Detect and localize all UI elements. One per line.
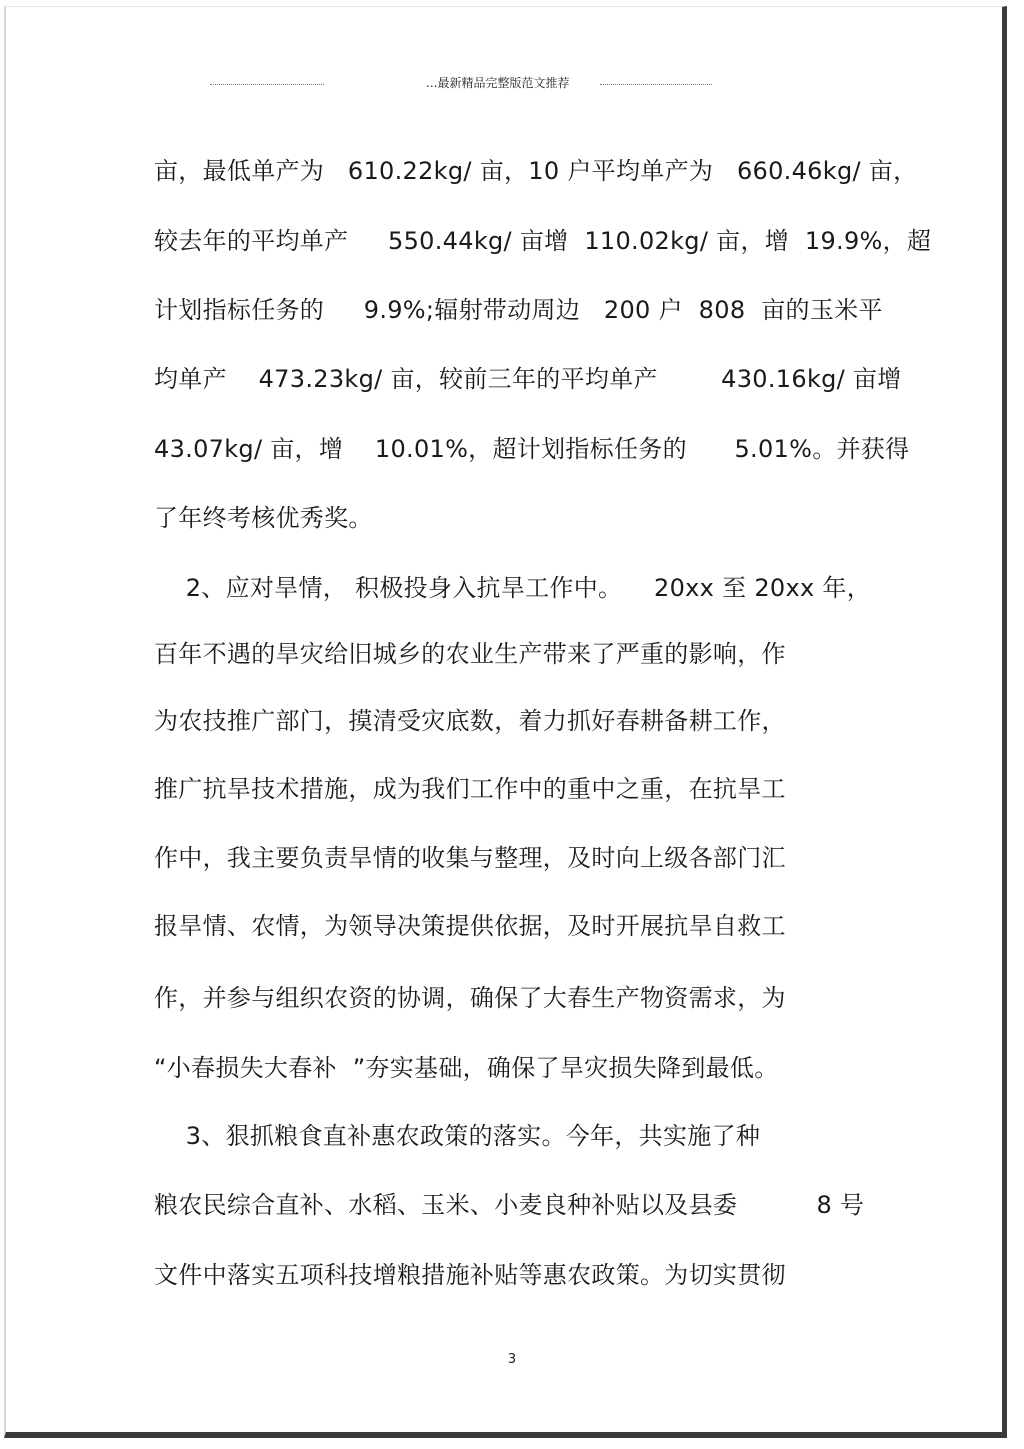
- text-line: 较去年的平均单产 550.44kg/ 亩增 110.02kg/ 亩，增 19.9%，超: [154, 227, 932, 255]
- text-line: 粮农民综合直补、水稻、玉米、小麦良种补贴以及县委 8 号: [154, 1191, 865, 1219]
- text-line: 作中，我主要负责旱情的收集与整理，及时向上级各部门汇: [154, 844, 786, 872]
- text-line: 均单产 473.23kg/ 亩，较前三年的平均单产 430.16kg/ 亩增: [154, 365, 902, 393]
- text-line: 报旱情、农情，为领导决策提供依据，及时开展抗旱自救工: [154, 912, 786, 940]
- text-line: 亩，最低单产为 610.22kg/ 亩，10 户平均单产为 660.46kg/ 亩，: [154, 157, 918, 185]
- text-line: 了年终考核优秀奖。: [154, 504, 373, 532]
- header-rule-left: [210, 84, 324, 85]
- text-line: 百年不遇的旱灾给旧城乡的农业生产带来了严重的影响，作: [154, 640, 786, 668]
- text-line: 为农技推广部门，摸清受灾底数，着力抓好春耕备耕工作，: [154, 707, 786, 735]
- text-line: 作，并参与组织农资的协调，确保了大春生产物资需求，为: [154, 984, 786, 1012]
- text-line: 43.07kg/ 亩，增 10.01%，超计划指标任务的 5.01%。并获得: [154, 435, 910, 463]
- page-header: [0, 74, 1024, 94]
- text-line: 计划指标任务的 9.9%;辐射带动周边 200 户 808 亩的玉米平: [154, 296, 883, 324]
- text-line: 推广抗旱技术措施，成为我们工作中的重中之重，在抗旱工: [154, 775, 786, 803]
- text-line: 文件中落实五项科技增粮措施补贴等惠农政策。为切实贯彻: [154, 1261, 786, 1289]
- header-rule-right: [600, 84, 712, 85]
- text-line: 3、狠抓粮食直补惠农政策的落实。今年，共实施了种: [154, 1122, 761, 1150]
- text-line: “小春损失大春补 ”夯实基础，确保了旱灾损失降到最低。: [154, 1054, 779, 1082]
- header-title: ...最新精品完整版范文推荐: [426, 76, 570, 90]
- text-line: 2、应对旱情， 积极投身入抗旱工作中。 20xx 至 20xx 年，: [154, 574, 872, 602]
- page-number: 3: [507, 1352, 517, 1367]
